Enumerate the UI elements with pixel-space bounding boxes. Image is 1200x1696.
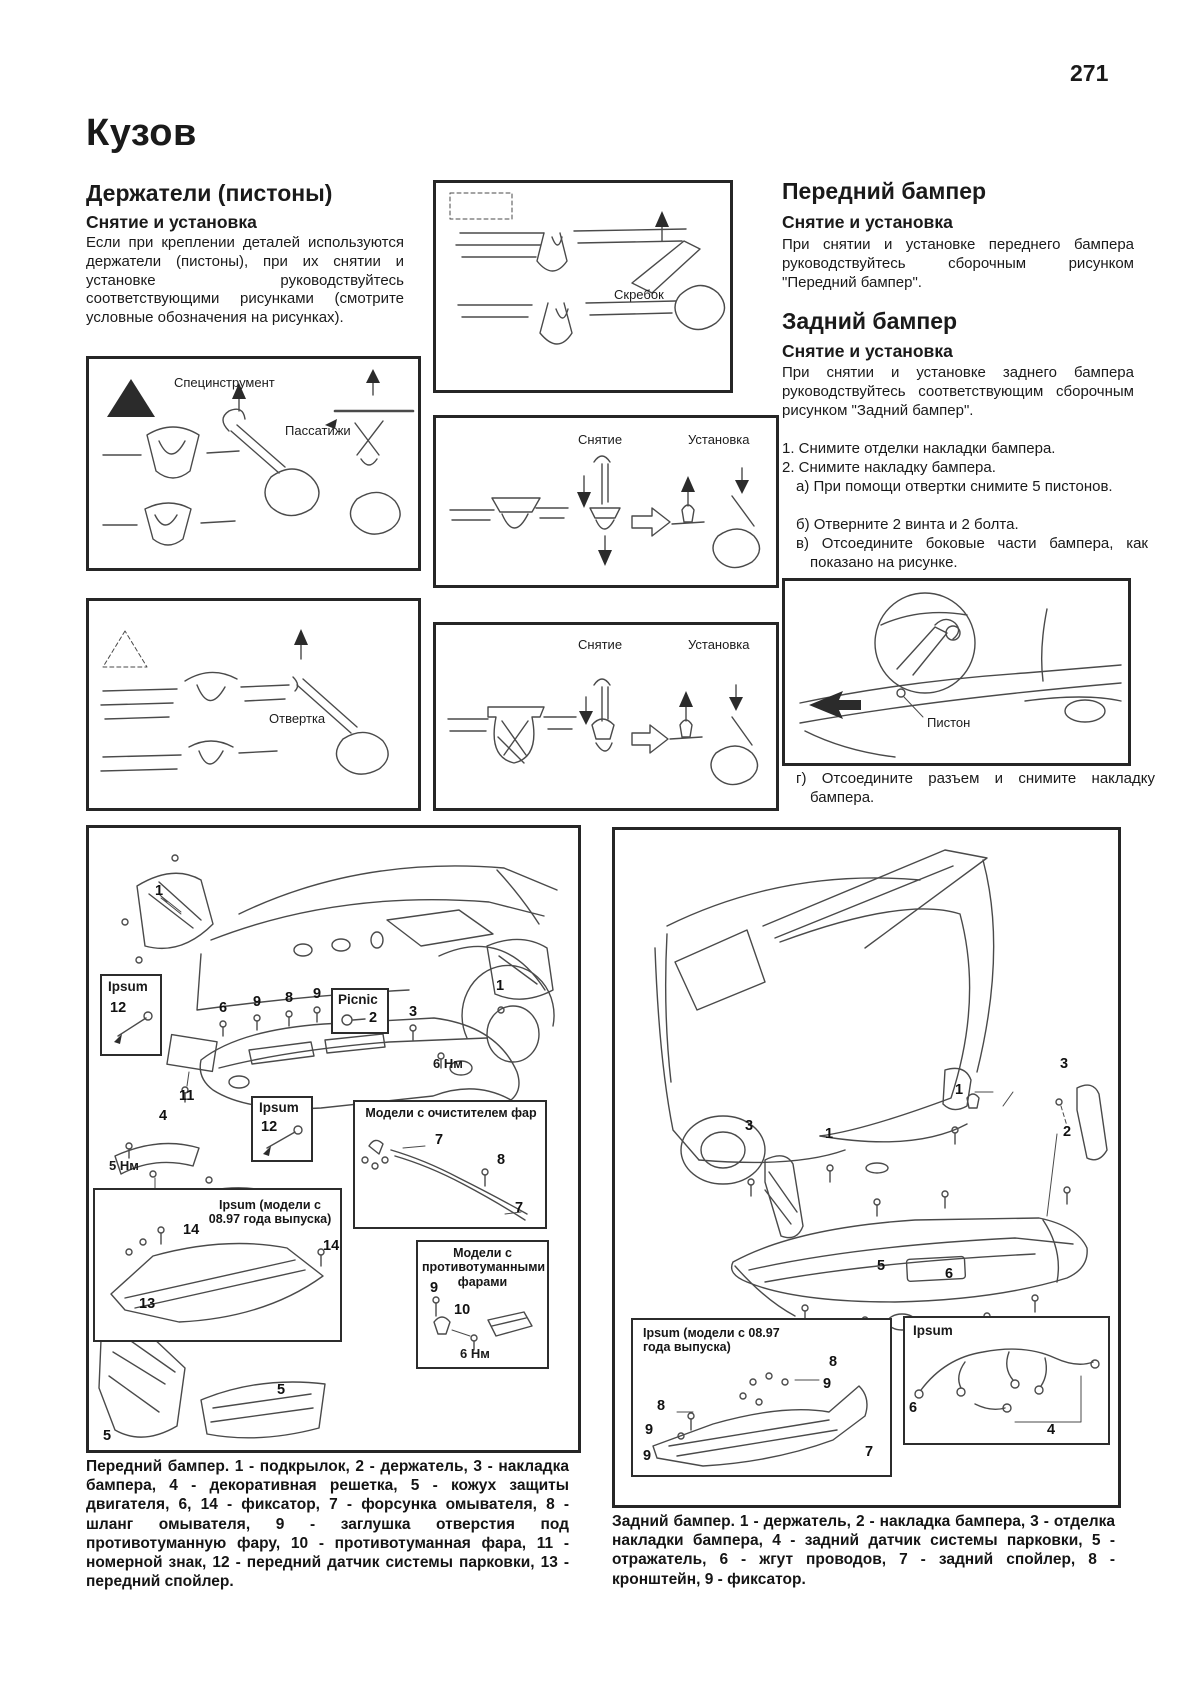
- screwdriver-label: Отвертка: [269, 711, 326, 726]
- front-bumper-heading: Передний бампер: [782, 178, 987, 204]
- figure-scraper-box: [433, 180, 733, 393]
- inset-fog-models: [416, 1240, 549, 1369]
- page-title: Кузов: [86, 112, 197, 154]
- inset-ipsum-top-num: 12: [110, 1000, 127, 1016]
- holders-subheading: Снятие и установка: [86, 212, 257, 232]
- inset-rear-ipsum-n4: 4: [1047, 1422, 1056, 1438]
- ipsum-top-sketch: [102, 976, 160, 1054]
- rear-callout-2: 2: [1063, 1124, 1072, 1140]
- callout-1: 1: [155, 883, 164, 899]
- figure-piston-box: [782, 578, 1131, 766]
- rear-callout-5: 5: [877, 1258, 886, 1274]
- picnic-sketch: [333, 990, 387, 1032]
- inset-fog-n9: 9: [430, 1280, 439, 1296]
- inset-rear-0897-n8a: 8: [829, 1354, 838, 1370]
- inset-front-0897-n14b: 14: [323, 1238, 340, 1254]
- torque-left: 5 Нм: [109, 1158, 139, 1173]
- rear-0897-sketch: [633, 1320, 890, 1475]
- callout-8: 8: [285, 990, 294, 1006]
- inset-rear-0897-n8b: 8: [657, 1398, 666, 1414]
- figure-removal-install-2: [433, 622, 779, 811]
- screwdriver-drawing: [89, 601, 418, 808]
- piston-label: Пистон: [927, 715, 971, 730]
- removal-label-1: Снятие: [578, 432, 623, 447]
- front-bumper-subheading: Снятие и установка: [782, 212, 953, 232]
- rear-bumper-caption: Задний бампер. 1 - держатель, 2 - накладка бампера, 3 - отделка накладки бампера, 4 - задний датчик системы парковки, 5 - отражатель, 6 - жгут проводов, 7 - задний спойлер, 8 - кронштейн, 9 - фиксатор.: [612, 1513, 1115, 1588]
- callout-3: 3: [409, 1004, 418, 1020]
- inset-rear-0897-n7: 7: [865, 1444, 874, 1460]
- inset-ipsum-mid: [251, 1096, 313, 1162]
- figure-removal-install-1: [433, 415, 779, 588]
- rear-callout-1a: 1: [955, 1082, 964, 1098]
- special-tool-drawing: [89, 359, 418, 568]
- rear-callout-3r: 3: [1060, 1056, 1069, 1072]
- installation-label-1: Установка: [688, 432, 750, 447]
- rear-bumper-body: При снятии и установке заднего бампера руководствуйтесь соответствующим сборочным рисунком "Задний бампер".: [782, 364, 1134, 419]
- inset-picnic-title: Picnic: [338, 992, 378, 1007]
- inset-front-0897-n14a: 14: [183, 1222, 200, 1238]
- figure-rear-bumper: [612, 827, 1121, 1508]
- rear-step-2: 2. Снимите накладку бампера.: [782, 459, 996, 476]
- inset-rear-0897: [631, 1318, 892, 1477]
- ipsum-mid-sketch: [253, 1098, 311, 1160]
- inset-ipsum-mid-title: Ipsum: [259, 1100, 299, 1115]
- inset-front-0897-title: Ipsum (модели с 08.97 года выпуска): [208, 1198, 332, 1227]
- inset-front-0897: [93, 1188, 342, 1342]
- rear-bumper-heading: Задний бампер: [782, 308, 958, 334]
- pliers-label: Пассатижи: [285, 423, 351, 438]
- page-number: 271: [1070, 60, 1109, 86]
- callout-5a: 5: [277, 1382, 286, 1398]
- front-bumper-caption: Передний бампер. 1 - подкрылок, 2 - держатель, 3 - накладка бампера, 4 - декоративная решетка, 5 - кожух защиты двигателя, 6, 14 - фиксатор, 7 - форсунка омывателя, 8 - шланг омывателя, 9 - заглушка отверстия под противотуманную фару, 10 - противотуманная фара, 11 - номерной знак, 12 - передний датчик системы парковки, 13 - передний спойлер.: [86, 1458, 569, 1591]
- holders-heading: Держатели (пистоны): [86, 180, 333, 206]
- callout-9b: 9: [313, 986, 322, 1002]
- rear-step-2a: а) При помощи отвертки снимите 5 пистонов.: [796, 478, 1113, 495]
- callout-9a: 9: [253, 994, 262, 1010]
- scraper-drawing: [436, 183, 730, 390]
- inset-washer-models: [353, 1100, 547, 1229]
- rear-ipsum-sketch: [905, 1318, 1108, 1443]
- callout-1b: 1: [496, 978, 505, 994]
- inset-ipsum-top-title: Ipsum: [108, 979, 148, 994]
- rear-step-1: 1. Снимите отделки накладки бампера.: [782, 440, 1056, 457]
- inset-rear-0897-n9c: 9: [643, 1448, 652, 1464]
- inset-washer-n7b: 7: [515, 1200, 524, 1216]
- inset-ipsum-top: [100, 974, 162, 1056]
- figure-front-bumper: [86, 825, 581, 1453]
- rear-callout-3l: 3: [745, 1118, 754, 1134]
- rear-callout-6: 6: [945, 1266, 954, 1282]
- inset-fog-torque: 6 Нм: [460, 1346, 490, 1361]
- callout-5b: 5: [103, 1428, 112, 1444]
- callout-4: 4: [159, 1108, 168, 1124]
- inset-fog-n10: 10: [454, 1302, 471, 1318]
- front-bumper-body: При снятии и установке переднего бампера руководствуйтесь сборочным рисунком "Передний бампер".: [782, 236, 1134, 291]
- callout-6: 6: [219, 1000, 228, 1016]
- inset-picnic: [331, 988, 389, 1034]
- inset-washer-title: Модели с очистителем фар: [365, 1106, 537, 1120]
- installation-label-2: Установка: [688, 637, 750, 652]
- figure-special-tool-box: [86, 356, 421, 571]
- removal-install-2-drawing: [436, 625, 776, 808]
- rear-step-2b: б) Отверните 2 винта и 2 болта.: [796, 516, 1019, 533]
- inset-rear-0897-title: Ipsum (модели с 08.97 года выпуска): [643, 1326, 780, 1355]
- holders-body: Если при креплении деталей используются держатели (пистоны), при их снятии и установке руководствуйтесь соответствующими рисунками (смотрите условные обозначения на рисунках).: [86, 234, 404, 326]
- special-tool-label: Специнструмент: [174, 375, 275, 390]
- rear-bumper-subheading: Снятие и установка: [782, 341, 953, 361]
- inset-ipsum-mid-num: 12: [261, 1119, 278, 1135]
- inset-rear-0897-n9b: 9: [645, 1422, 654, 1438]
- callout-11: 11: [179, 1088, 195, 1104]
- front-0897-sketch: [95, 1190, 340, 1340]
- removal-label-2: Снятие: [578, 637, 623, 652]
- inset-fog-title: Модели с противотуманными фарами: [422, 1246, 546, 1289]
- rear-step-g: г) Отсоедините разъем и снимите накладку бампера.: [796, 770, 1155, 806]
- inset-picnic-num: 2: [369, 1010, 378, 1026]
- inset-front-0897-n13: 13: [139, 1296, 156, 1312]
- inset-rear-ipsum-n6: 6: [909, 1400, 918, 1416]
- inset-washer-n7a: 7: [435, 1132, 444, 1148]
- inset-rear-ipsum: [903, 1316, 1110, 1445]
- piston-drawing: [785, 581, 1128, 763]
- figure-screwdriver-box: [86, 598, 421, 811]
- inset-rear-ipsum-title: Ipsum: [913, 1323, 953, 1338]
- torque-right: 6 Нм: [433, 1056, 463, 1071]
- inset-washer-n8: 8: [497, 1152, 506, 1168]
- rear-callout-1b: 1: [825, 1126, 834, 1142]
- rear-step-2c: в) Отсоедините боковые части бампера, как показано на рисунке.: [796, 535, 1148, 571]
- inset-rear-0897-n9a: 9: [823, 1376, 832, 1392]
- scraper-label: Скребок: [614, 287, 664, 302]
